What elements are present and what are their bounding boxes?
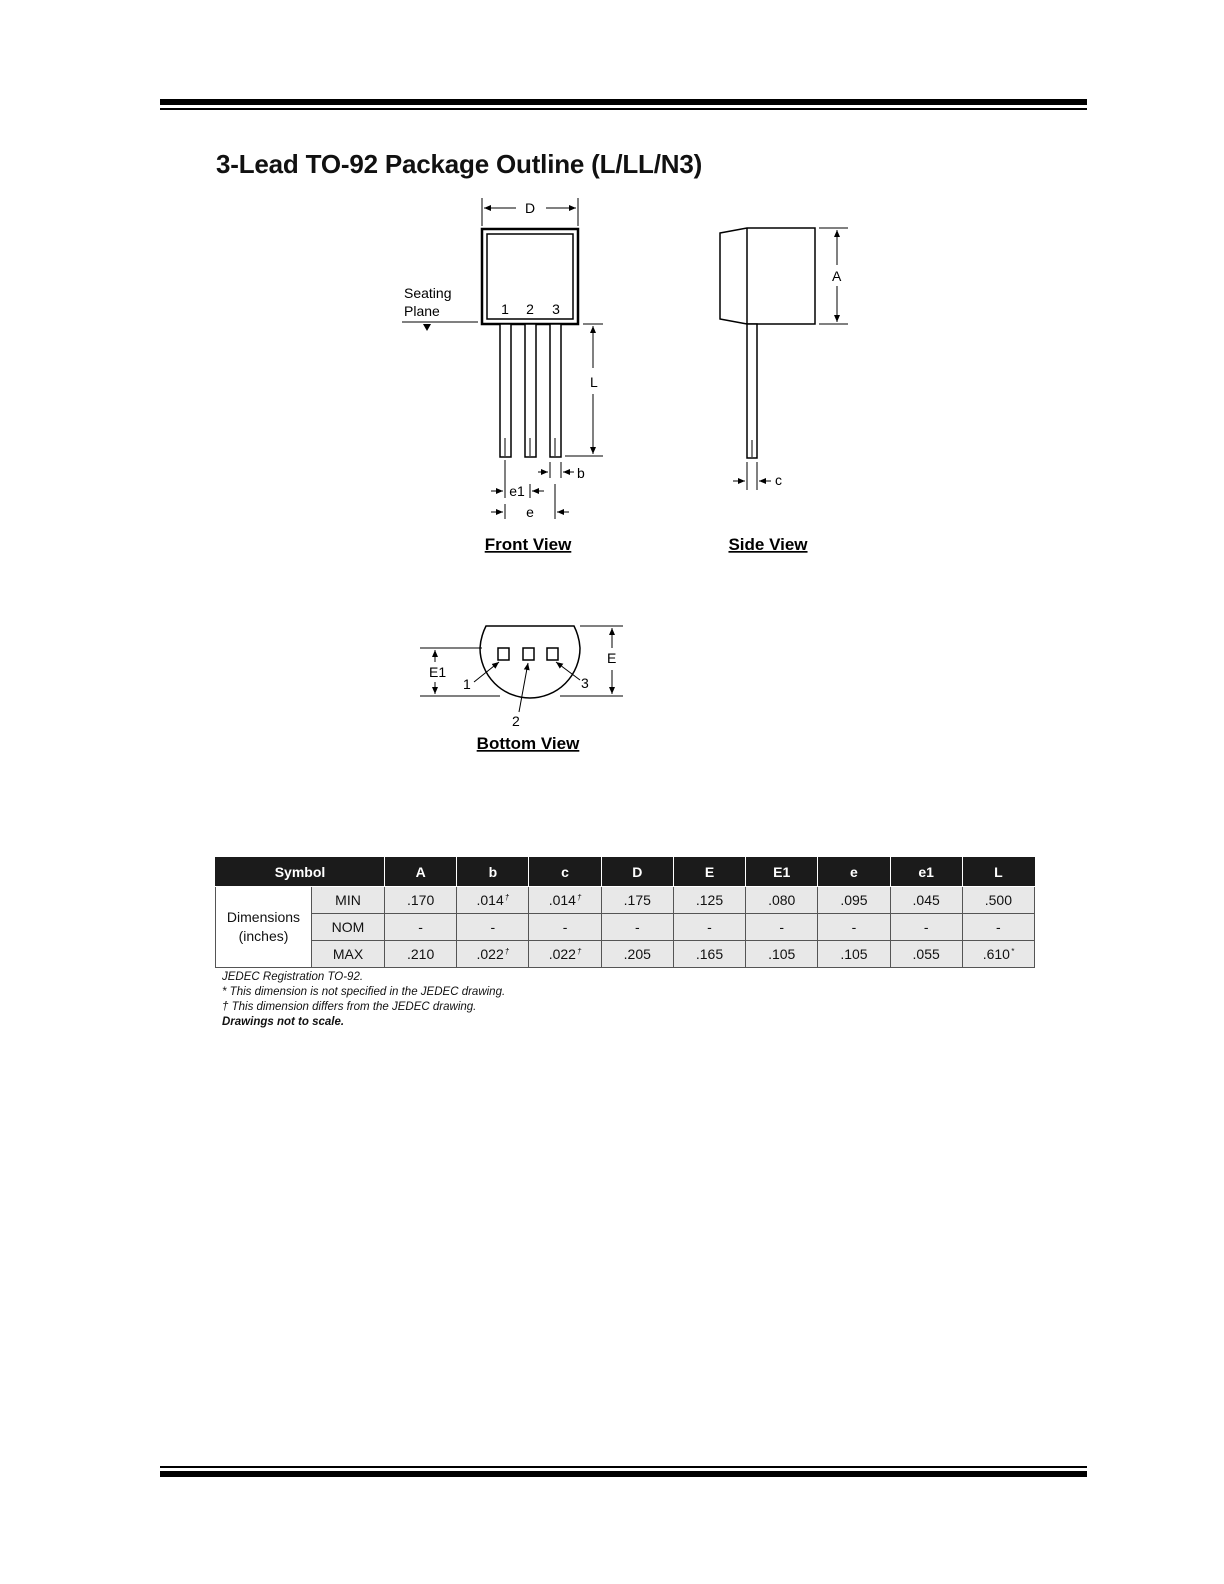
front-view <box>402 198 603 519</box>
table-cell <box>457 941 529 968</box>
table-cell <box>385 914 457 941</box>
side-view-label: Side View <box>728 535 808 554</box>
table-cell <box>601 941 673 968</box>
front-view-label: Front View <box>484 535 572 554</box>
table-cell <box>457 887 529 914</box>
package-drawing <box>0 0 1224 780</box>
table-cell <box>601 914 673 941</box>
column-header: D <box>601 858 673 887</box>
table-cell <box>890 914 962 941</box>
pin-1-label: 1 <box>501 301 509 317</box>
cell-value: .022 <box>476 946 504 962</box>
side-view <box>720 228 848 490</box>
table-row-nom <box>216 914 1035 941</box>
cell-value: .014 <box>476 892 504 908</box>
dim-E1-label: E1 <box>429 664 447 680</box>
column-header: b <box>457 858 529 887</box>
cell-value: - <box>996 919 1001 935</box>
cell-value: - <box>779 919 785 935</box>
dim-e-label: e <box>526 504 534 520</box>
cell-value: .105 <box>840 946 868 962</box>
cell-value: - <box>562 919 568 935</box>
dim-A-label: A <box>832 268 842 284</box>
dim-e1-label: e1 <box>509 483 525 499</box>
dim-b-label: b <box>577 465 585 481</box>
column-header: E1 <box>746 858 818 887</box>
pin-2-label: 2 <box>526 301 534 317</box>
column-header: e1 <box>890 858 962 887</box>
cell-value: .014 <box>548 892 576 908</box>
cell-value: - <box>418 919 423 935</box>
bottom-rule-thick <box>160 1471 1087 1477</box>
cell-value: - <box>851 919 857 935</box>
cell-value: .045 <box>912 892 940 908</box>
cell-value: - <box>490 919 496 935</box>
cell-value: .095 <box>840 892 868 908</box>
bottom-pin-2-label: 2 <box>512 713 520 729</box>
column-header: c <box>529 858 601 887</box>
page-title: 3-Lead TO-92 Package Outline (L/LL/N3) <box>216 149 703 179</box>
cell-value: .170 <box>407 892 435 908</box>
table-cell <box>890 887 962 914</box>
footnote-mark: † <box>576 947 582 956</box>
footnote-mark: † <box>576 893 582 902</box>
bottom-pin-3-label: 3 <box>581 675 589 691</box>
note-differs: † This dimension differs from the JEDEC drawing. <box>222 1001 477 1013</box>
cell-value: - <box>707 919 712 935</box>
footnote-mark: † <box>504 947 510 956</box>
table-cell <box>818 914 890 941</box>
table-header-row <box>216 858 1035 887</box>
seating-plane-label-1: Seating <box>404 285 452 301</box>
dimensions-label-line1: Dimensions <box>226 909 301 925</box>
cell-value: .055 <box>912 946 940 962</box>
bottom-pin-1-label: 1 <box>463 676 471 692</box>
table-cell <box>962 941 1034 968</box>
table-notes <box>222 970 505 1030</box>
dim-c-label: c <box>775 472 782 488</box>
table-cell <box>818 941 890 968</box>
table-cell <box>529 941 601 968</box>
bottom-rule-thin <box>160 1466 1087 1468</box>
column-header: L <box>962 858 1034 887</box>
seating-plane-label-2: Plane <box>404 303 440 319</box>
cell-value: .205 <box>623 946 651 962</box>
table-cell <box>529 914 601 941</box>
table-cell <box>673 941 745 968</box>
table-cell <box>457 914 529 941</box>
column-header: E <box>673 858 745 887</box>
note-not-specified: * This dimension is not specified in the JEDEC drawing. <box>222 986 506 998</box>
pin-3-label: 3 <box>552 301 560 317</box>
footnote-mark: † <box>504 893 510 902</box>
row-label: NOM <box>312 914 385 941</box>
footnote-mark: * <box>1010 947 1015 956</box>
cell-value: .500 <box>984 892 1012 908</box>
table-cell <box>601 887 673 914</box>
row-label: MAX <box>312 941 385 968</box>
table-row-max <box>216 941 1035 968</box>
bottom-view-label: Bottom View <box>476 734 580 753</box>
cell-value: .105 <box>768 946 796 962</box>
column-header: e <box>818 858 890 887</box>
column-header: A <box>385 858 457 887</box>
dim-E-label: E <box>607 650 617 666</box>
note-not-to-scale: Drawings not to scale. <box>222 1016 345 1028</box>
table-row-min <box>216 887 1035 914</box>
dimensions-table <box>215 857 1035 968</box>
dim-D-label: D <box>524 200 536 216</box>
cell-value: .022 <box>548 946 576 962</box>
table-cell <box>385 941 457 968</box>
cell-value: - <box>634 919 640 935</box>
table-cell <box>746 941 818 968</box>
table-cell <box>746 887 818 914</box>
note-jedec: JEDEC Registration TO-92. <box>222 971 364 983</box>
cell-value: - <box>923 919 929 935</box>
table-cell <box>385 887 457 914</box>
table-cell <box>890 941 962 968</box>
table-cell <box>673 914 745 941</box>
table-cell <box>673 887 745 914</box>
table-cell <box>818 887 890 914</box>
bottom-view <box>420 626 623 712</box>
table-cell <box>746 914 818 941</box>
table-cell <box>962 887 1034 914</box>
table-cell <box>962 914 1034 941</box>
cell-value: .210 <box>407 946 435 962</box>
dim-L-label: L <box>590 374 598 390</box>
dimensions-label-line2: (inches) <box>238 928 289 944</box>
cell-value: .610 <box>982 946 1010 962</box>
row-label: MIN <box>312 887 385 914</box>
symbol-header: Symbol <box>216 858 385 887</box>
cell-value: .165 <box>695 946 724 962</box>
cell-value: .125 <box>695 892 724 908</box>
dimensions-group-label <box>216 887 312 968</box>
table-cell <box>529 887 601 914</box>
cell-value: .080 <box>768 892 796 908</box>
cell-value: .175 <box>623 892 651 908</box>
